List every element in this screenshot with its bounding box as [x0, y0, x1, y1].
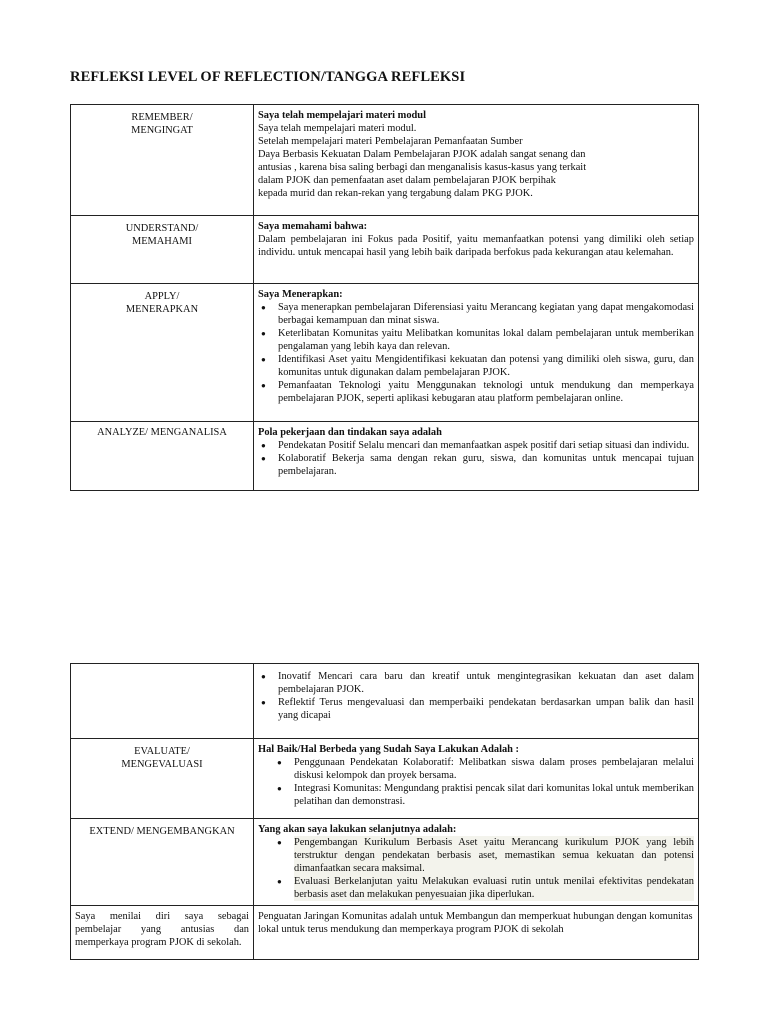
list-item: ● Identifikasi Aset yaitu Mengidentifikasi kekuatan dan potensi yang dimiliki oleh siswa, guru, dan komunitas untuk digunakan dalam pembelajaran PJOK.: [278, 353, 694, 379]
row-evaluate: [71, 739, 699, 819]
content-remember: [254, 105, 699, 216]
list-item: ● Penggunaan Pendekatan Kolaboratif: Melibatkan siswa dalam proses pembelajaran melalui diskusi kelompok dan proyek bersama.: [294, 756, 694, 782]
list-item: ● Saya menerapkan pembelajaran Diferensiasi yaitu Merancang kegiatan yang dapat mengakomodasi berbagai kemampuan dan minat siswa.: [278, 301, 694, 327]
list-item: ● Inovatif Mencari cara baru dan kreatif untuk mengintegrasikan kekuatan dan aset dalam pembelajaran PJOK.: [278, 670, 694, 696]
label-understand: UNDERSTAND/ MEMAHAMI: [71, 216, 254, 284]
understand-heading: Saya memahami bahwa:: [258, 221, 368, 232]
content-self-assessment: Penguatan Jaringan Komunitas adalah untuk Membangun dan memperkuat hubungan dengan komunitas lokal untuk terus mendukung dan memperkaya program PJOK di sekolah: [254, 906, 699, 960]
apply-list: [258, 301, 694, 405]
label-apply: APPLY/ MENERAPKAN: [71, 284, 254, 422]
content-analyze-continued: [254, 664, 699, 739]
remember-line: Daya Berbasis Kekuatan Dalam Pembelajaran PJOK adalah sangat senang dan: [258, 149, 586, 160]
remember-line: kepada murid dan rekan-rekan yang tergabung dalam PKG PJOK.: [258, 188, 533, 199]
row-apply: [71, 284, 699, 422]
analyze-list: [258, 439, 694, 478]
remember-line: Setelah mempelajari materi Pembelajaran Pemanfaatan Sumber: [258, 136, 523, 147]
list-item: ● Pendekatan Positif Selalu mencari dan memanfaatkan aspek positif dari setiap situasi dan individu.: [278, 439, 694, 452]
reflection-table-page-2: [70, 663, 699, 960]
label-empty: [71, 664, 254, 739]
remember-line: dalam PJOK dan pemenfaatan aset dalam pembelajaran PJOK berpihak: [258, 175, 556, 186]
list-item: ● Pemanfaatan Teknologi yaitu Menggunakan teknologi untuk mendukung dan memperkaya pembelajaran PJOK, seperti aplikasi kebugaran atau platform pembelajaran online.: [278, 379, 694, 405]
content-extend: [254, 819, 699, 906]
label-extend: EXTEND/ MENGEMBANGKAN: [71, 819, 254, 906]
extend-heading: Yang akan saya lakukan selanjutnya adalah:: [258, 824, 457, 835]
row-self-assessment: [71, 906, 699, 960]
remember-line: Saya telah mempelajari materi modul.: [258, 123, 417, 134]
label-analyze: ANALYZE/ MENGANALISA: [71, 422, 254, 491]
content-evaluate: [254, 739, 699, 819]
apply-heading: Saya Menerapkan:: [258, 289, 343, 300]
row-remember: [71, 105, 699, 216]
extend-list: [258, 836, 694, 901]
list-item: ● Evaluasi Berkelanjutan yaitu Melakukan evaluasi rutin untuk menilai efektivitas pendekatan berbasis aset dan melakukan penyesuaian jika diperlukan.: [294, 875, 694, 901]
list-item: ● Reflektif Terus mengevaluasi dan memperbaiki pendekatan berdasarkan umpan balik dan hasil yang dicapai: [278, 696, 694, 722]
row-analyze-continued: [71, 664, 699, 739]
row-analyze: [71, 422, 699, 491]
label-self-assessment: Saya menilai diri saya sebagai pembelajar yang antusias dan memperkaya program PJOK di sekolah.: [71, 906, 254, 960]
content-understand: [254, 216, 699, 284]
list-item: ● Pengembangan Kurikulum Berbasis Aset yaitu Merancang kurikulum PJOK yang lebih terstruktur dengan pendekatan berbasis aset, memastikan semua kekuatan dan potensi dimanfaatkan secara maksimal.: [294, 836, 694, 875]
understand-text: Dalam pembelajaran ini Fokus pada Positif, yaitu memanfaatkan potensi yang dimiliki oleh setiap individu. untuk mencapai hasil yang lebih baik daripada berfokus pada kekurangan atau kelemahan.: [258, 234, 694, 258]
content-analyze: [254, 422, 699, 491]
list-item: ● Kolaboratif Bekerja sama dengan rekan guru, siswa, dan komunitas untuk mencapai tujuan pembelajaran.: [278, 452, 694, 478]
row-extend: [71, 819, 699, 906]
analyze-continued-list: [258, 670, 694, 722]
label-remember: REMEMBER/ MENGINGAT: [71, 105, 254, 216]
list-item: ● Integrasi Komunitas: Mengundang praktisi pencak silat dari komunitas lokal untuk memberikan pelatihan dan demonstrasi.: [294, 782, 694, 808]
content-apply: [254, 284, 699, 422]
evaluate-list: [258, 756, 694, 808]
analyze-heading: Pola pekerjaan dan tindakan saya adalah: [258, 427, 442, 438]
label-evaluate: EVALUATE/ MENGEVALUASI: [71, 739, 254, 819]
page-title: REFLEKSI LEVEL OF REFLECTION/TANGGA REFLEKSI: [70, 69, 466, 85]
remember-line: antusias , karena bisa saling berbagi dan menganalisis kasus-kasus yang terkait: [258, 162, 587, 173]
reflection-table-page-1: [70, 104, 699, 491]
evaluate-heading: Hal Baik/Hal Berbeda yang Sudah Saya Lakukan Adalah :: [258, 744, 520, 755]
row-understand: [71, 216, 699, 284]
remember-heading: Saya telah mempelajari materi modul: [258, 110, 426, 121]
list-item: ● Keterlibatan Komunitas yaitu Melibatkan komunitas lokal dalam pembelajaran untuk memberikan pengalaman yang lebih kaya dan relevan.: [278, 327, 694, 353]
